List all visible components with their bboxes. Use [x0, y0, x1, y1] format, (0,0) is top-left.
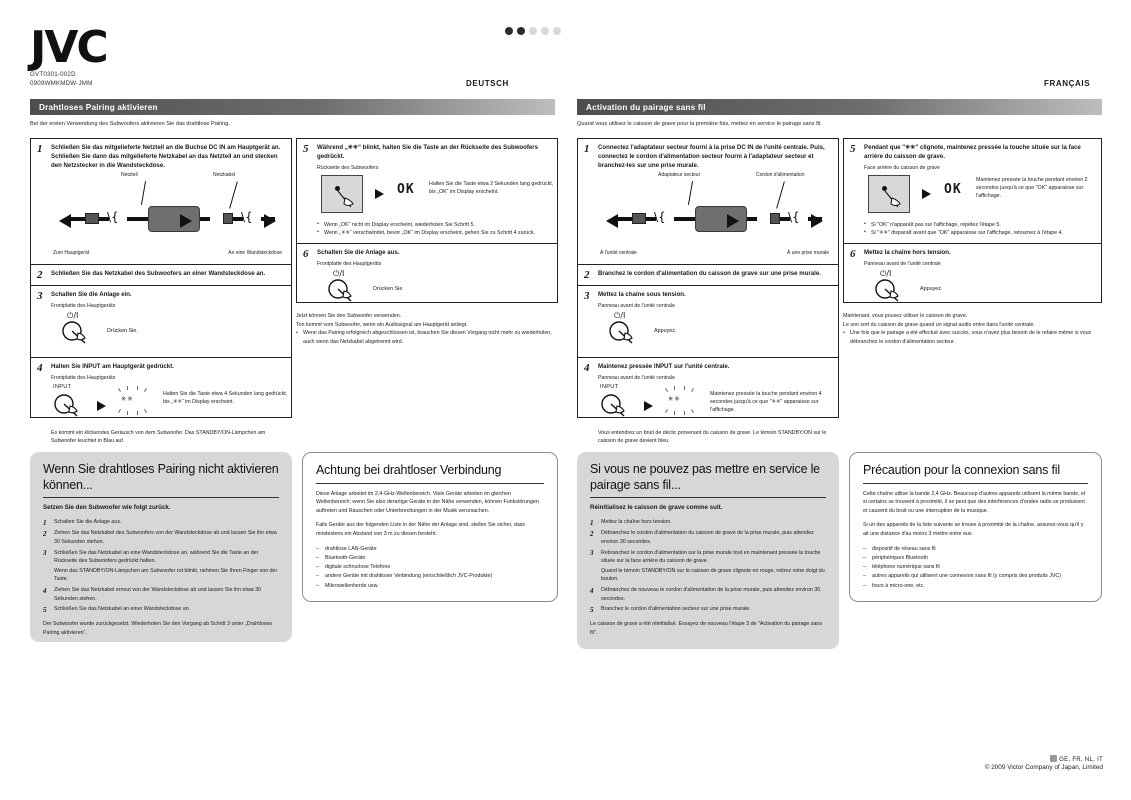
list-item	[590, 586, 826, 603]
list-item: – fours à micro-one, etc.	[863, 582, 1088, 591]
section-title-german: Drahtloses Pairing aktivieren	[30, 99, 555, 115]
language-label-german: DEUTSCH	[466, 79, 509, 88]
list-item	[43, 605, 279, 613]
panel-divider	[590, 497, 826, 498]
bullet-item: • Wenn „✳✳“ verschwindet, bevor „OK“ im Display erscheint, gehen Sie zu Schritt 4 zurück.	[317, 229, 550, 237]
item-text: Rebranchez le cordon d'alimentation sur la prise murale tout en maintenant pressée la touche située sur la face arrière du caisson de grave.	[601, 549, 821, 565]
after-note-line: Jetzt können Sie den Subwoofer verwenden.	[296, 313, 402, 319]
list-item: – Mikrowellenherde usw.	[316, 582, 544, 591]
progress-dot	[553, 27, 561, 35]
list-item: – téléphone numérique sans fil	[863, 563, 1088, 572]
step-number: 1	[584, 143, 590, 155]
step-de-3	[31, 285, 291, 357]
bullet-item: • Si "✳✳" disparaît avant que "OK" apparaisse sur l'affichage, retournez à l'étape 4.	[864, 229, 1094, 237]
ac-adapter-icon	[695, 206, 747, 232]
german-after-notes	[296, 312, 556, 346]
diagram-foot-left: À l'unité centrale	[600, 250, 637, 257]
step-subcaption: Frontplatte des Hauptgeräts	[317, 260, 382, 267]
panel-tail: Der Subwoofer wurde zurückgesetzt. Wiederholen Sie den Vorgang ab Schritt 3 unter „Drahtloses Pairing aktivieren“.	[43, 620, 273, 636]
german-steps-column-1	[30, 138, 292, 444]
item-text: Branchez le cordon d'alimentation secteur sur une prise murale.	[601, 606, 751, 613]
step-number: 5	[850, 143, 856, 155]
power-adapter-diagram: Netzteil Netzkabel \{ \{ Zum Hauptgerät An eine Wandsteckdose	[53, 172, 282, 257]
hand-press-icon	[600, 393, 634, 419]
item-number: 4	[43, 586, 47, 595]
power-symbol-icon: ⏻/I	[67, 311, 79, 321]
after-note-line: Maintenant, vous pouvez utiliser le caisson de grave.	[843, 313, 968, 319]
leader-line	[229, 182, 238, 209]
footer-language-codes	[985, 755, 1103, 763]
list-item: – drahtlose LAN-Geräte	[316, 545, 544, 554]
arrow-right-icon	[264, 214, 276, 228]
press-instruction: Appuyez.	[920, 285, 943, 292]
diagram-label-cord: Cordon d'alimentation	[756, 172, 805, 179]
panel-ordered-list	[43, 518, 279, 614]
press-instruction: Drücken Sie	[373, 285, 403, 292]
hand-press-icon	[53, 393, 87, 419]
arrow-mid-icon	[180, 214, 192, 228]
item-text: Mettez la chaîne hors tension.	[601, 519, 672, 526]
list-item	[590, 549, 826, 584]
step-de-5	[297, 139, 557, 243]
list-item	[590, 605, 826, 613]
item-text: Ziehen Sie das Netzkabel erneut von der Wandsteckdose ab und lassen Sie ihn etwa 30 Sekunden stehen.	[54, 587, 262, 602]
progress-dot	[505, 27, 513, 35]
step-number: 4	[584, 362, 590, 375]
panel-title: Si vous ne pouvez pas mettre en service le pairage sans fil...	[590, 462, 820, 492]
step-subcaption: Panneau avant de l'unité centrale	[598, 303, 675, 310]
step-subcaption: Frontplatte des Hauptgeräts	[51, 303, 116, 310]
section-title-french: Activation du pairage sans fil	[577, 99, 1102, 115]
item-text: Schließen Sie das Netzkabel an einer Wandsteckdose an.	[54, 606, 191, 613]
list-item: – andere Geräte mit drahtloser Verbindung (einschließlich JVC-Produkte)	[316, 572, 544, 581]
list-item	[43, 529, 279, 546]
step-heading: Mettez la chaîne hors tension.	[864, 249, 951, 257]
list-item	[590, 529, 826, 546]
panel-paragraph: Diese Anlage arbeitet im 2,4-GHz-Wellenbereich. Viele Geräte arbeiten im gleichen Wellenbereich; wenn Sie also derartige Geräte in der Nähe verwenden, können Funkstörungen auftreten und Rauschen oder Unterbrechungen in der Musik verursachen.	[316, 490, 539, 514]
item-number: 2	[590, 529, 594, 538]
item-number: 1	[590, 518, 594, 527]
item-text: Débranchez le cordon d'alimentation du caisson de grave de la prise murale, puis attendez environ 30 secondes.	[601, 530, 814, 545]
diagram-foot-left: Zum Hauptgerät	[53, 250, 90, 257]
panel-divider	[316, 483, 544, 484]
diagram-label-adapter: Adaptateur secteur	[658, 172, 701, 179]
after-note-line: Ton kommt vom Subwoofer, wenn ein Audiosignal am Hauptgerät anliegt.	[296, 321, 468, 328]
item-number: 2	[43, 529, 47, 538]
step-heading: Mettez la chaîne sous tension.	[598, 291, 686, 299]
step-heading: Maintenez pressée INPUT sur l'unité centrale.	[598, 363, 730, 371]
step-note: Vous entendrez un bruit de déclic provenant du caisson de grave. Le témoin STANDBY/ON sur le caisson de grave devient bleu.	[598, 429, 827, 444]
panel-tail: Le caisson de grave a été réinitialisé. Essayez de nouveau l'étape 3 de "Activation du pairage sans fil".	[590, 620, 822, 636]
panel-dash-list	[863, 545, 1088, 591]
french-troubleshoot-panel	[577, 452, 839, 649]
german-caution-panel	[302, 452, 558, 602]
panel-paragraph: Cette chaîne utilise la bande 2,4 GHz. Beaucoup d'autres appareils utilisent la même bande, et si certains se trouvent à proximité, il se peut que des interférences d'ondes radio se produisent et causent du bruit ou une interruption de la musique.	[863, 490, 1086, 514]
panel-title: Précaution pour la connexion sans fil	[863, 463, 1060, 477]
progress-dots	[505, 27, 561, 35]
step-heading: Während „✳✳“ blinkt, halten Sie die Taste an der Rückseite des Subwoofers gedrückt.	[317, 144, 539, 160]
item-text: Schließen Sie das Netzkabel an eine Wandsteckdose an, während Sie die Taste an der Rückseite des Subwoofers gedrückt halten.	[54, 549, 259, 565]
step-fr-6	[844, 243, 1101, 315]
step-side-instruction: Maintenez pressée la touche pendant environ 4 secondes jusqu'à ce que "✳✳" apparaisse sur l'affichage.	[710, 390, 822, 413]
list-item: – autres appareils qui utilisent une connexion sans fil (y compris des produits JVC)	[863, 572, 1088, 581]
diagram-label-cord: Netzkabel	[213, 172, 236, 179]
power-symbol-icon: ⏻/I	[333, 268, 345, 278]
list-item: – dispositif de réseau sans fil	[863, 545, 1088, 554]
list-item	[43, 518, 279, 526]
step-side-instruction: Halten Sie die Taste etwa 4 Sekunden lang gedrückt, bis „✳✳“ im Display erscheint.	[163, 390, 288, 405]
list-item: – périphériques Bluetooth	[863, 554, 1088, 563]
bullet-item: • Si "OK" n'apparaît pas sur l'affichage, répétez l'étape 5.	[864, 221, 1094, 229]
step-de-2	[31, 264, 291, 285]
press-instruction: Drücken Sie.	[107, 328, 138, 335]
diagram-foot-right: À une prise murale	[787, 250, 829, 257]
hand-press-icon	[61, 320, 95, 346]
progress-dot	[517, 27, 525, 35]
jvc-logo: JVC	[30, 22, 107, 73]
subwoofer-rear-panel-icon	[868, 175, 910, 213]
item-number: 3	[590, 549, 594, 558]
list-item	[43, 549, 279, 584]
arrow-right-icon	[811, 214, 823, 228]
power-symbol-icon: ⏻/I	[880, 268, 892, 278]
leader-line	[141, 182, 146, 206]
power-symbol-icon: ⏻/I	[614, 311, 626, 321]
step-number: 6	[850, 248, 856, 261]
item-number: 5	[43, 605, 47, 614]
display-text: OK	[944, 181, 962, 197]
step-bullet-list	[864, 221, 1094, 237]
step-heading: Schließen Sie das mitgelieferte Netzteil an die Buchse DC IN am Hauptgerät an. Schließen Sie dann das mitgelieferte Netzkabel an das Netzteil an und stecken den Netzstecker in die Wandsteckdose.	[51, 144, 281, 169]
list-item	[43, 586, 279, 603]
step-de-6	[297, 243, 557, 315]
panel-dash-list	[316, 545, 544, 591]
step-subcaption: Rückseite des Subwoofers	[317, 164, 379, 171]
item-text: Ziehen Sie das Netzkabel des Subwoofers von der Wandsteckdose ab und lassen Sie ihn etwa 30 Sekunden stehen.	[54, 530, 277, 545]
document-codes	[30, 70, 93, 89]
step-heading: Schließen Sie das Netzkabel des Subwoofers an einer Wandsteckdose an.	[51, 270, 266, 278]
hand-press-icon	[327, 278, 361, 304]
step-heading: Pendant que "✳✳" clignote, maintenez pressée la touche située sur la face arrière du caisson de grave.	[864, 144, 1081, 160]
list-item: – Bluetooth-Geräte	[316, 554, 544, 563]
item-number: 5	[590, 605, 594, 614]
step-number: 4	[37, 362, 43, 375]
step-subcaption: Face arrière du caisson de grave	[864, 164, 940, 171]
item-text: Débranchez de nouveau le cordon d'alimentation de la prise murale, puis attendez environ 30 secondes.	[601, 587, 821, 602]
step-heading: Halten Sie INPUT am Hauptgerät gedrückt.	[51, 363, 174, 371]
step-subcaption: Panneau avant de l'unité centrale	[598, 374, 675, 381]
page-footer	[985, 755, 1103, 771]
step-heading: Branchez le cordon d'alimentation du caisson de grave sur une prise murale.	[598, 270, 821, 278]
leader-line	[776, 182, 785, 209]
section-intro-german: Bei der ersten Verwendung des Subwoofers aktivieren Sie das drahtlose Pairing.	[30, 121, 230, 127]
french-steps-column-1	[577, 138, 839, 444]
section-intro-french: Quand vous utilisez le caisson de grave pour la première fois, mettez en service le pairage sans fil.	[577, 121, 822, 127]
panel-lead: Réinitialisez le caisson de grave comme suit.	[590, 504, 723, 512]
panel-ordered-list	[590, 518, 826, 614]
hand-press-icon	[608, 320, 642, 346]
french-after-notes	[843, 312, 1102, 346]
step-note: Es kommt ein klickendes Geräusch von dem Subwoofer. Das STANDBY/ON-Lämpchen am Subwoofer leuchtet in Blau auf.	[51, 429, 266, 444]
input-button-label: INPUT	[53, 383, 72, 390]
step-heading: Schalten Sie die Anlage ein.	[51, 291, 132, 299]
step-bullet-list	[317, 221, 550, 237]
subwoofer-rear-panel-icon	[321, 175, 363, 213]
step-fr-5	[844, 139, 1101, 243]
doc-code-1: GVT0301-002D	[30, 71, 76, 78]
list-item: – digitale schnurlose Telefone	[316, 563, 544, 572]
progress-dot	[541, 27, 549, 35]
after-note-line: Le son sort du caisson de grave quand un signal audio entre dans l'unité centrale.	[843, 321, 1035, 328]
step-fr-4	[578, 357, 838, 452]
diagram-foot-right: An eine Wandsteckdose	[228, 250, 282, 257]
step-fr-1	[578, 139, 838, 264]
after-note-bullet: • Wenn das Pairing erfolgreich abgeschlossen ist, brauchen Sie diesen Vorgang nicht mehr zu wiederholen, auch wenn das Netzkabel abgetrennt wird.	[296, 329, 556, 346]
panel-divider	[43, 497, 279, 498]
german-troubleshoot-panel	[30, 452, 292, 642]
step-de-1	[31, 139, 291, 264]
panel-paragraph: Si un des appareils de la liste suivante se trouve à proximité de la chaîne, assurez-vous qu'il y ait une distance d'au moins 3 mettre entre eux.	[863, 522, 1084, 537]
step-number: 5	[303, 143, 309, 155]
language-label-french: FRANÇAIS	[1044, 79, 1091, 88]
list-item	[590, 518, 826, 526]
step-number: 2	[37, 269, 43, 282]
arrow-left-icon	[606, 214, 618, 228]
step-heading: Schalten Sie die Anlage aus.	[317, 249, 400, 257]
item-number: 4	[590, 586, 594, 595]
press-instruction: Appuyez.	[654, 328, 677, 335]
footer-language-text: GE, FR, NL, IT	[1059, 757, 1103, 763]
item-subtext: Quand le témoin STANDBY/ON sur le caisson de grave clignote en rouge, retirez votre doigt du bouton.	[601, 567, 825, 583]
after-note-bullet: • Une fois que le pairage a été effectué avec succès, vous n'avez plus besoin de le refaire même si vous débranchez le cordon d'alimentation secteur.	[843, 329, 1102, 346]
panel-paragraph: Falls Geräte aus der folgenden Liste in der Nähe der Anlage sind, stellen Sie sicher, dass mindestens ein Abstand von 3 m zu diesen besteht.	[316, 522, 526, 537]
german-steps-column-2	[296, 138, 558, 303]
french-caution-panel	[849, 452, 1102, 602]
step-subcaption: Frontplatte des Hauptgeräts	[51, 374, 116, 381]
step-number: 1	[37, 143, 43, 155]
arrow-left-icon	[59, 214, 71, 228]
ac-adapter-icon	[148, 206, 200, 232]
progress-dot	[529, 27, 537, 35]
bullet-item: • Wenn „OK“ nicht im Display erscheint, wiederholen Sie Schritt 5.	[317, 221, 550, 229]
french-steps-column-2	[843, 138, 1102, 303]
step-heading: Connectez l'adaptateur secteur fourni à la prise DC IN de l'unité centrale. Puis, connectez le cordon d'alimentation secteur fourni à l'adaptateur secteur et branchez-les sur une prise murale.	[598, 144, 825, 169]
panel-title: Wenn Sie drahtloses Pairing nicht aktivieren können...	[43, 462, 279, 492]
display-text: ✳✳	[121, 393, 134, 404]
copyright-notice: © 2009 Victor Company of Japan, Limited	[984, 764, 1103, 771]
step-number: 2	[584, 269, 590, 282]
input-button-label: INPUT	[600, 383, 619, 390]
footer-badge-icon	[1050, 755, 1057, 762]
leader-line	[688, 182, 693, 206]
diagram-label-adapter: Netzteil	[121, 172, 138, 179]
step-side-instruction: Halten Sie die Taste etwa 2 Sekunden lang gedrückt, bis „OK“ im Display erscheint.	[429, 180, 554, 195]
step-number: 3	[37, 290, 43, 303]
panel-divider	[863, 483, 1088, 484]
item-number: 3	[43, 549, 47, 558]
panel-title: Achtung bei drahtloser Verbindung	[316, 463, 502, 477]
item-text: Schalten Sie die Anlage aus.	[54, 519, 122, 526]
item-number: 1	[43, 518, 47, 527]
step-side-instruction: Maintenez pressée la touche pendant environ 2 secondes jusqu'à ce que "OK" apparaisse sur l'affichage.	[976, 176, 1088, 199]
display-text: ✳✳	[668, 393, 681, 404]
step-fr-3	[578, 285, 838, 357]
panel-lead: Setzen Sie den Subwoofer wie folgt zurück.	[43, 504, 171, 512]
arrow-mid-icon	[727, 214, 739, 228]
step-fr-2	[578, 264, 838, 285]
power-adapter-diagram: Adaptateur secteur Cordon d'alimentation \{ \{ À l'unité centrale À une prise murale	[600, 172, 829, 257]
step-subcaption: Panneau avant de l'unité centrale	[864, 260, 941, 267]
item-subtext: Wenn das STANDBY/ON-Lämpchen am Subwoofer rot blinkt, nehmen Sie Ihren Finger von der Taste.	[54, 567, 278, 583]
step-de-4	[31, 357, 291, 452]
step-number: 6	[303, 248, 309, 261]
hand-press-icon	[874, 278, 908, 304]
step-number: 3	[584, 290, 590, 303]
display-text: OK	[397, 181, 415, 197]
doc-code-2: 0909WMKMDW-JMM	[30, 80, 93, 88]
